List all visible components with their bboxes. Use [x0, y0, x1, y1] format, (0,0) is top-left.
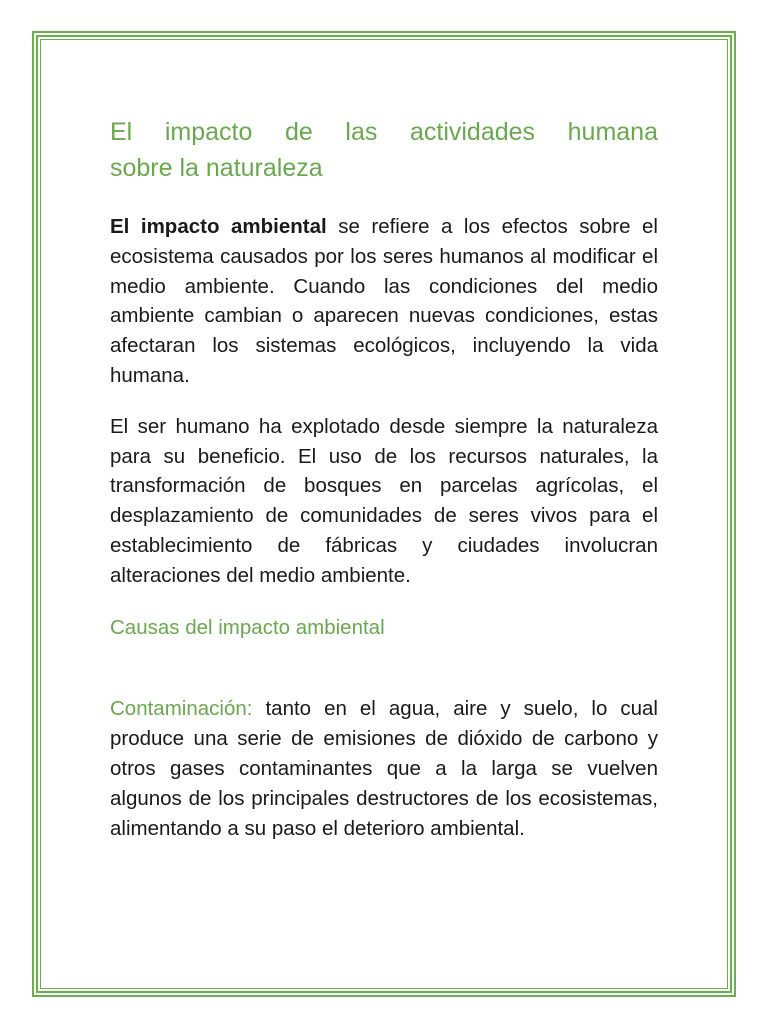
paragraph-body: tanto en el agua, aire y suelo, lo cual produce una serie de emisiones de dióxido de carbono y otros gases contaminantes que a la larga se vuelven algunos de los principales destructores de los ecosistemas, alimentando a su paso el deterioro ambiental.: [110, 697, 658, 840]
paragraph-body: El ser humano ha explotado desde siempre la naturaleza para su beneficio. El uso de los recursos naturales, la transformación de bosques en parcelas agrícolas, el desplazamiento de comunidades de seres vivos para el establecimiento de fábricas y ciudades involucran alteraciones del medio ambiente.: [110, 414, 658, 587]
paragraph-ser-humano: [110, 412, 658, 591]
paragraph-body: se refiere a los efectos sobre el ecosistema causados por los seres humanos al modificar el medio ambiente. Cuando las condiciones del medio ambiente cambian o aparecen nuevas condiciones, estas afectaran los sistemas ecológicos, incluyendo la vida humana.: [110, 215, 658, 387]
paragraph-contaminacion: [110, 694, 658, 843]
paragraph-bold-term: El impacto ambiental: [110, 215, 327, 238]
document-content: [110, 114, 658, 843]
document-title-line1: El impacto de las actividades humana: [110, 118, 658, 146]
document-title: [110, 114, 658, 186]
paragraph-impacto-ambiental: [110, 212, 658, 391]
document-title-line2: sobre la naturaleza: [110, 154, 323, 182]
paragraph-label-contaminacion: Contaminación:: [110, 697, 253, 721]
section-heading-causas: Causas del impacto ambiental: [110, 615, 385, 639]
